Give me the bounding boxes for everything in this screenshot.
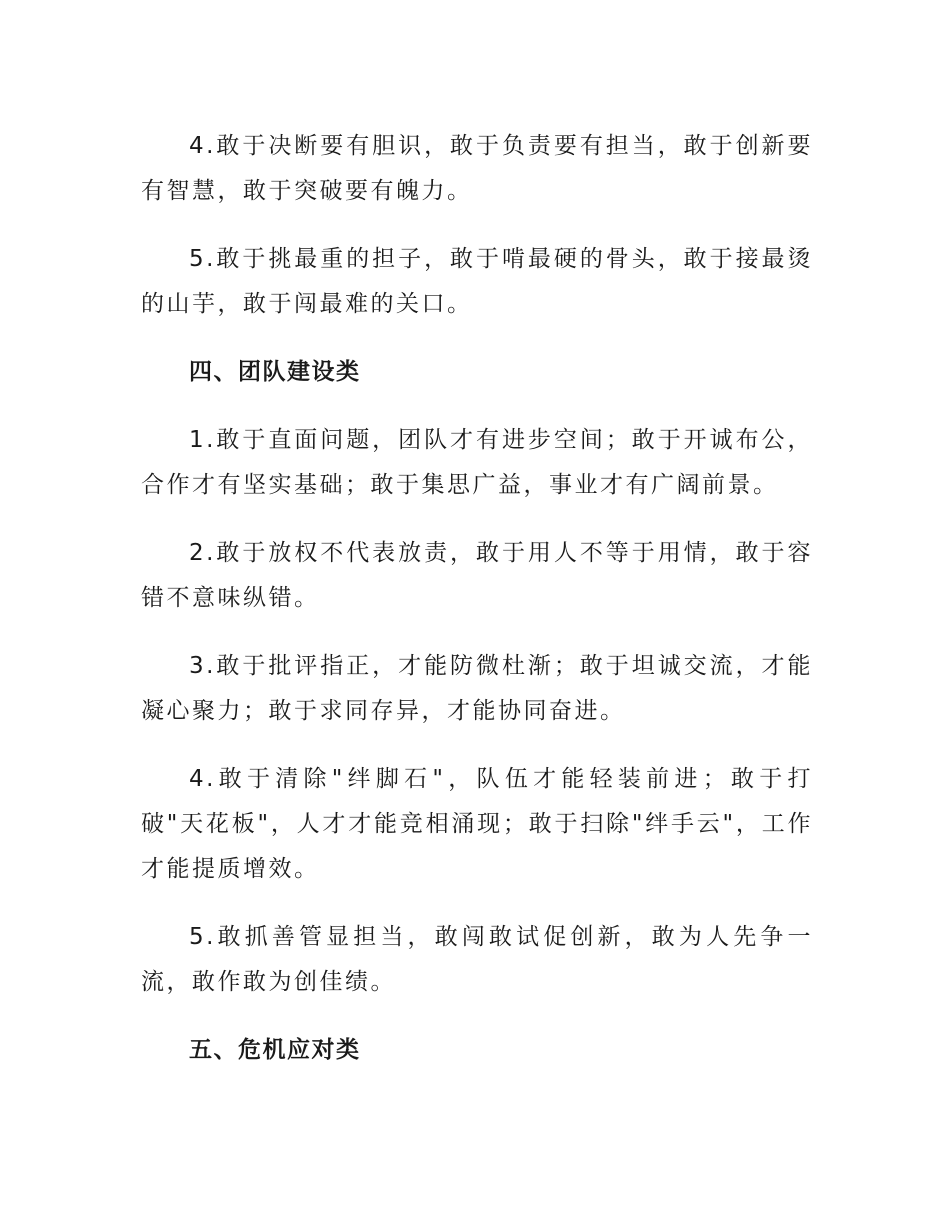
paragraph-5-responsibility: 5.敢于挑最重的担子，敢于啃最硬的骨头，敢于接最烫的山芋，敢于闯最难的关口。: [141, 246, 813, 317]
section-heading-team-building: 四、团队建设类: [189, 359, 361, 385]
section-heading-crisis-response: 五、危机应对类: [189, 1037, 361, 1063]
paragraph-3-criticism: 3.敢于批评指正，才能防微杜渐；敢于坦诚交流，才能凝心聚力；敢于求同存异，才能协同奋进。: [141, 653, 813, 724]
paragraph-4-obstacles: 4.敢于清除"绊脚石"，队伍才能轻装前进；敢于打破"天花板"，人才才能竞相涌现；敢于扫除"绊手云"，工作才能提质增效。: [141, 766, 813, 882]
document-body: [141, 124, 813, 1096]
paragraph-1-face-problems: 1.敢于直面问题，团队才有进步空间；敢于开诚布公，合作才有坚实基础；敢于集思广益，事业才有广阔前景。: [141, 427, 813, 498]
paragraph-2-delegation: 2.敢于放权不代表放责，敢于用人不等于用情，敢于容错不意味纵错。: [141, 540, 813, 611]
paragraph-5-innovation: 5.敢抓善管显担当，敢闯敢试促创新，敢为人先争一流，敢作敢为创佳绩。: [141, 924, 813, 995]
paragraph-4-decisiveness: 4.敢于决断要有胆识，敢于负责要有担当，敢于创新要有智慧，敢于突破要有魄力。: [141, 133, 813, 204]
